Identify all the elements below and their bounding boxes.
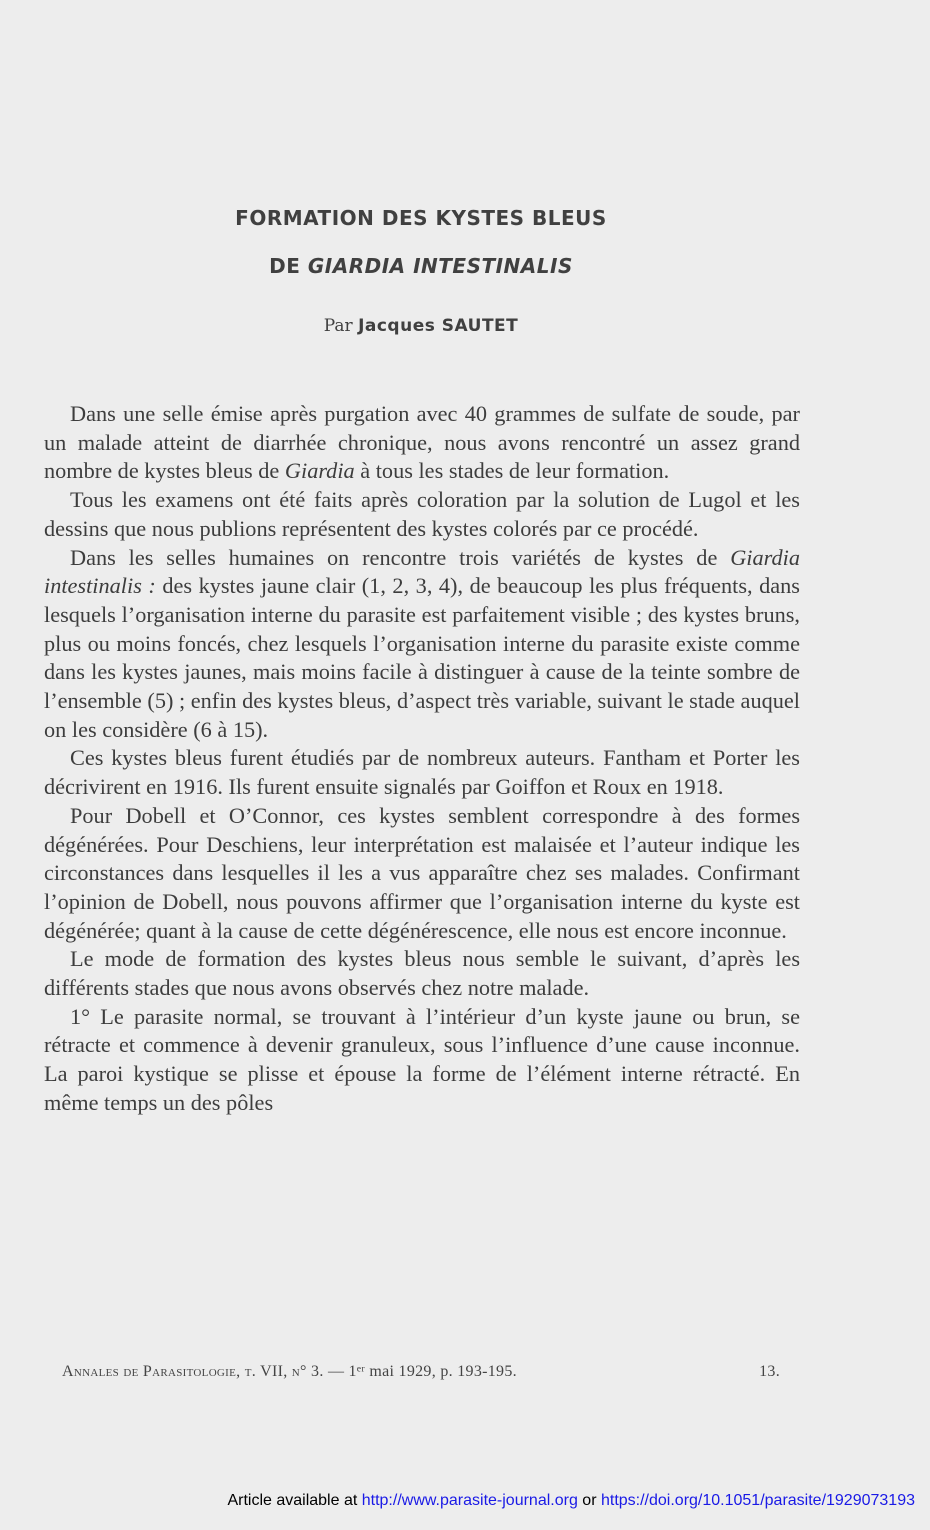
paragraph-5: Pour Dobell et O’Connor, ces kystes semblent correspondre à des formes dégénérées. Pour Deschiens, leur interprétation est malaisée et l’auteur indique les circonstances dans lesquelles il les a vus apparaître chez ses malades. Confirmant l’opinion de Dobell, nous pouvons affirmer que l’organisation interne du kyste est dégénérée; quant à la cause de cette dégénérescence, elle nous est encore inconnue. xyxy=(44,802,800,943)
paragraph-1-text-b: à tous les stades de leur formation. xyxy=(354,458,670,484)
availability-prefix: Article available at xyxy=(227,1492,362,1509)
paragraph-3-italic: Giardia intestinalis : xyxy=(44,544,800,599)
doi-link[interactable]: https://doi.org/10.1051/parasite/1929073193 xyxy=(600,1492,915,1509)
page-footer xyxy=(62,1363,780,1381)
paragraph-4: Ces kystes bleus furent étudiés par de nombreux auteurs. Fantham et Porter les décrivirent en 1916. Ils furent ensuite signalés par Goiffon et Roux en 1918. xyxy=(44,745,800,800)
citation-date-pages: — 1ᵉʳ mai 1929, p. 193-195. xyxy=(323,1363,517,1380)
title-prefix: DE xyxy=(269,254,308,278)
byline-prefix: Par xyxy=(323,316,359,336)
page-number: 13. xyxy=(759,1363,780,1380)
paragraph-2: Tous les examens ont été faits après coloration par la solution de Lugol et les dessins que nous publions représentent des kystes colorés par ce procédé. xyxy=(44,487,800,541)
paragraph-1-italic: Giardia xyxy=(284,458,355,484)
paragraph-3-text-b: des kystes jaune clair (1, 2, 3, 4), de beaucoup les plus fréquents, dans lesquels l’organisation interne du parasite est parfaitement visible ; des kystes bruns, plus ou moins foncés, chez lesquels l’organisation interne du parasite existe comme dans les kystes jaunes, mais moins facile à distinguer à cause de la teinte sombre de l’ensemble (5) ; enfin des kystes bleus, d’aspect très variable, suivant le stade auquel on les considère (6 à 15). xyxy=(44,573,800,742)
footer-citation xyxy=(62,1363,517,1381)
paragraph-7: 1° Le parasite normal, se trouvant à l’intérieur d’un kyste jaune ou brun, se rétracte et commence à devenir granuleux, sous l’influence d’une cause inconnue. La paroi kystique se plisse et épouse la forme de l’élément interne rétracté. En même temps un des pôles xyxy=(44,1003,800,1115)
title-species: GIARDIA INTESTINALIS xyxy=(307,254,573,278)
article-title-line2 xyxy=(0,254,842,278)
journal-citation: Annales de Parasitologie, t. VII, n° 3. xyxy=(62,1363,324,1380)
article-body xyxy=(44,400,800,1118)
paragraph-1-text-a: Dans une selle émise après purgation avec 40 grammes de sulfate de soude, par un malade atteint de diarrhée chronique, nous avons rencontré un assez grand nombre de kystes bleus de xyxy=(44,401,800,484)
article-title-line1: FORMATION DES KYSTES BLEUS xyxy=(235,206,607,230)
paragraph-3-text-a: Dans les selles humaines on rencontre trois variétés de kystes de xyxy=(70,544,731,570)
availability-notice xyxy=(0,1492,915,1510)
author-name: Jacques SAUTET xyxy=(358,316,519,336)
paragraph-6: Le mode de formation des kystes bleus nous semble le suivant, d’après les différents stades que nous avons observés chez notre malade. xyxy=(44,946,800,1001)
paragraph-1 xyxy=(44,400,800,486)
journal-url-link[interactable]: http://www.parasite-journal.org xyxy=(361,1492,578,1509)
byline xyxy=(0,316,842,336)
availability-separator: or xyxy=(577,1492,601,1509)
paragraph-3 xyxy=(44,544,800,745)
